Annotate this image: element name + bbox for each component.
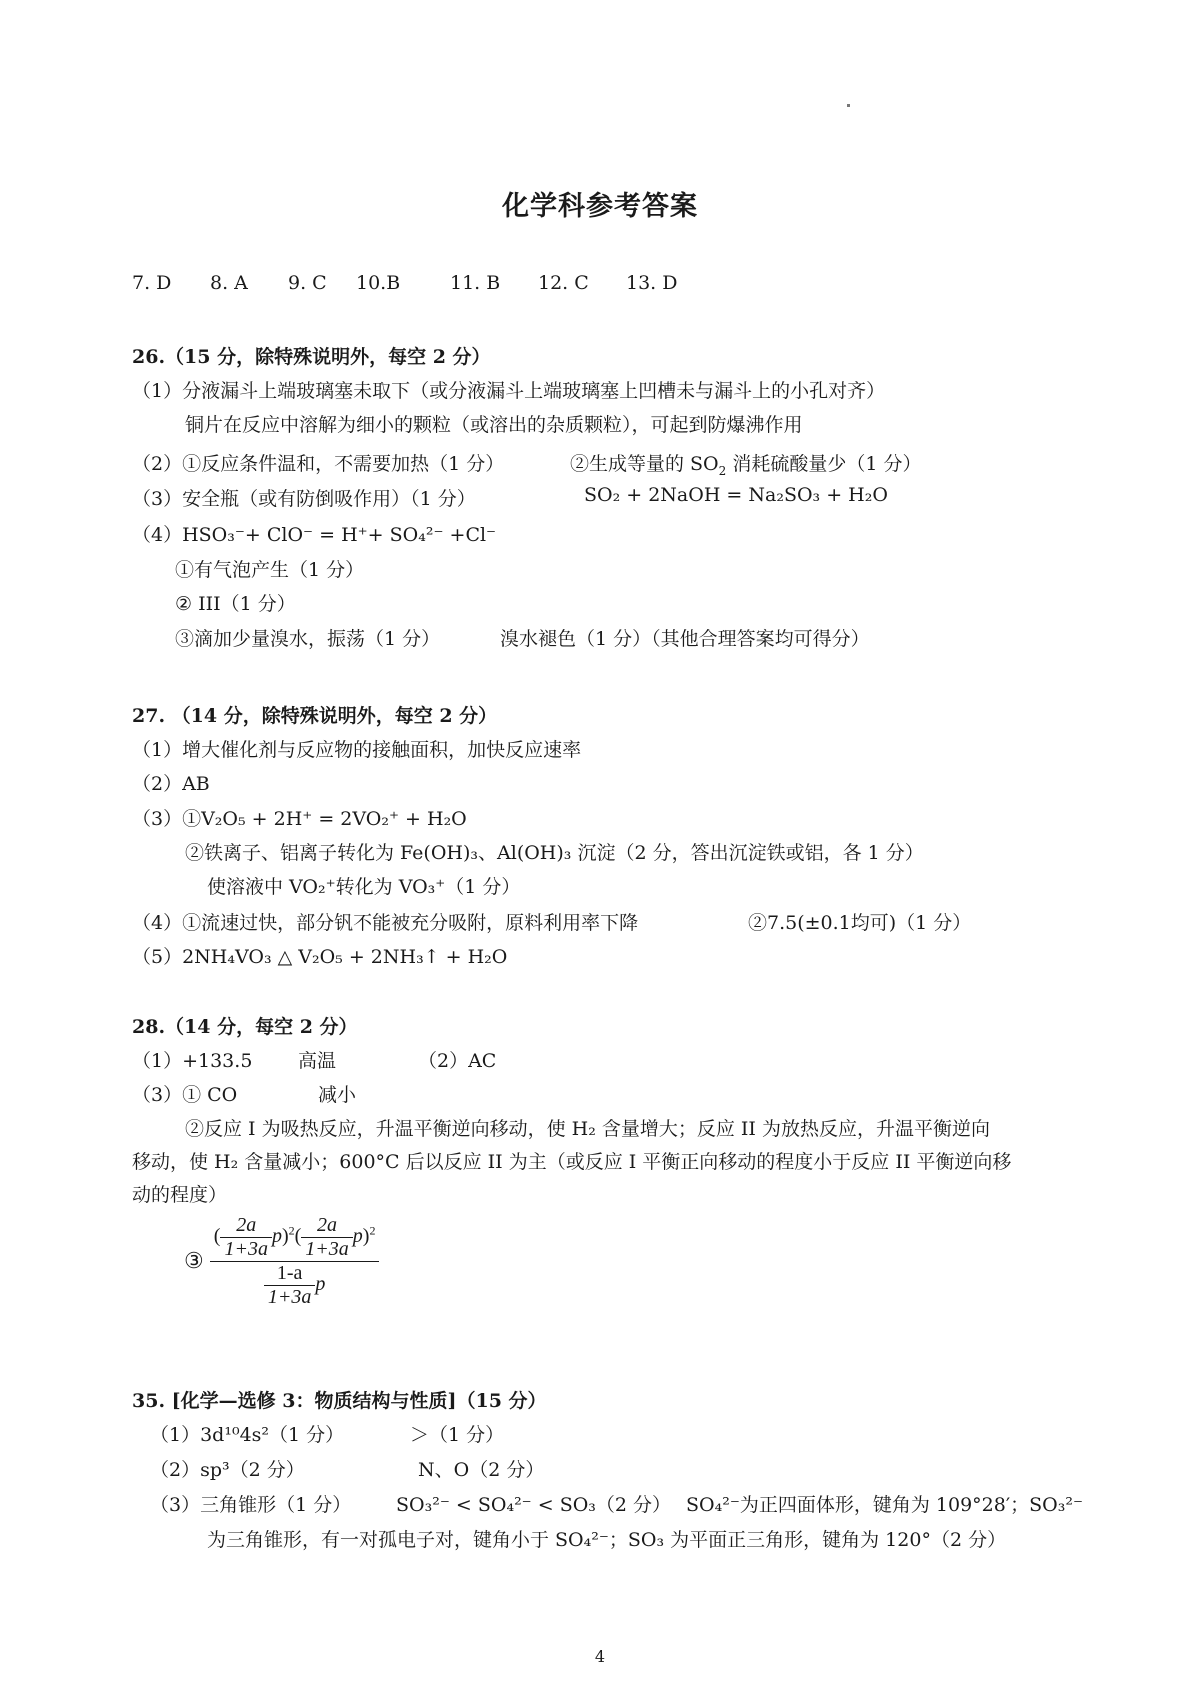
q27-line-4: ②铁离子、铝离子转化为 Fe(OH)₃、Al(OH)₃ 沉淀（2 分，答出沉淀铁或铝，各 1 分）	[185, 842, 924, 864]
kp-numerator: ( $\frac{2a}{1+3a}$ p)$^2$( $\frac{2a}{1+3a}$ p)$^2$	[213, 1214, 376, 1260]
kp-frac-2-num: 2a	[317, 1214, 338, 1236]
q28-line-3: ②反应 I 为吸热反应，升温平衡逆向移动，使 H₂ 含量增大；反应 II 为放热反应，升温平衡逆向	[185, 1118, 990, 1140]
kp-frac-3-den: 1+3a	[267, 1286, 312, 1308]
kp-p-1: p	[271, 1225, 282, 1248]
q27-line-6b: ②7.5(±0.1均可)（1 分）	[748, 912, 972, 934]
q26-line-5: （4）HSO₃⁻+ ClO⁻ = H⁺+ SO₄²⁻ +Cl⁻	[132, 524, 497, 546]
mc-answer-11: 11. B	[450, 272, 501, 294]
q35-line-1a: （1）3d¹⁰4s²（1 分）	[150, 1424, 345, 1446]
q26-heading: 26.（15 分，除特殊说明外，每空 2 分）	[132, 346, 491, 368]
q35-line-2a: （2）sp³（2 分）	[150, 1459, 305, 1481]
q26-line-8b: 溴水褪色（1 分）（其他合理答案均可得分）	[500, 628, 870, 650]
q35-line-1b: ＞（1 分）	[410, 1424, 505, 1446]
q26-line-3b-sub: 2	[718, 463, 727, 478]
q27-line-3: （3）①V₂O₅ + 2H⁺ = 2VO₂⁺ + H₂O	[132, 808, 467, 830]
kp-frac-2	[301, 1214, 353, 1261]
page-number: 4	[594, 1647, 606, 1666]
kp-frac-1	[220, 1214, 272, 1261]
q26-line-1: （1）分液漏斗上端玻璃塞未取下（或分液漏斗上端玻璃塞上凹槽未与漏斗上的小孔对齐）	[132, 380, 886, 402]
q26-line-4b: SO₂ + 2NaOH = Na₂SO₃ + H₂O	[584, 484, 888, 506]
q28-line-4: 移动，使 H₂ 含量减小；600°C 后以反应 II 为主（或反应 I 平衡正向移动的程度小于反应 II 平衡逆向移	[132, 1151, 1012, 1173]
q26-line-2: 铜片在反应中溶解为细小的颗粒（或溶出的杂质颗粒），可起到防爆沸作用	[185, 414, 803, 436]
q27-line-5: 使溶液中 VO₂⁺转化为 VO₃⁺（1 分）	[207, 876, 521, 898]
q26-line-3b-tail: 消耗硫酸量少（1 分）	[726, 453, 922, 475]
q26-line-3b-text: ②生成等量的 SO	[570, 453, 719, 475]
q28-line-1b: 高温	[298, 1050, 337, 1072]
q27-line-2: （2）AB	[132, 773, 210, 795]
q27-heading: 27. （14 分，除特殊说明外，每空 2 分）	[132, 705, 498, 727]
q28-line-2b: 减小	[318, 1084, 357, 1106]
kp-frac-1-num: 2a	[236, 1214, 257, 1236]
q26-line-8a: ③滴加少量溴水，振荡（1 分）	[175, 628, 441, 650]
q28-heading: 28.（14 分，每空 2 分）	[132, 1016, 358, 1038]
kp-sq-2: 2	[369, 1223, 376, 1238]
scan-speck	[847, 104, 850, 107]
q26-line-7: ② III（1 分）	[175, 593, 296, 615]
q35-line-4: 为三角锥形，有一对孤电子对，键角小于 SO₄²⁻；SO₃ 为平面正三角形，键角为 120°（2 分）	[207, 1529, 1007, 1551]
kp-frac-1-den: 1+3a	[224, 1238, 268, 1260]
q35-line-3c: SO₄²⁻为正四面体形，键角为 109°28′；SO₃²⁻	[686, 1494, 1084, 1516]
kp-main-fraction	[210, 1214, 380, 1309]
kp-sq-1: 2	[288, 1223, 295, 1238]
kp-expression	[184, 1214, 379, 1309]
kp-denominator	[260, 1262, 330, 1309]
mc-answer-13: 13. D	[626, 272, 678, 294]
q28-line-1a: （1）+133.5	[132, 1050, 253, 1072]
kp-frac-3-num: 1-a	[276, 1262, 303, 1284]
mc-answer-9: 9. C	[288, 272, 327, 294]
kp-p-2: p	[352, 1225, 363, 1248]
kp-p-3: p	[315, 1273, 326, 1296]
mc-answer-10: 10.B	[356, 272, 401, 294]
q35-line-2b: N、O（2 分）	[418, 1459, 545, 1481]
q27-line-6a: （4）①流速过快，部分钒不能被充分吸附，原料利用率下降	[132, 912, 639, 934]
kp-frac-3	[264, 1262, 316, 1309]
page-title: 化学科参考答案	[502, 191, 698, 222]
q27-line-1: （1）增大催化剂与反应物的接触面积，加快反应速率	[132, 739, 582, 761]
mc-answer-7: 7. D	[132, 272, 172, 294]
q26-line-6: ①有气泡产生（1 分）	[175, 559, 365, 581]
q28-line-5: 动的程度）	[132, 1184, 228, 1206]
q26-line-3a: （2）①反应条件温和，不需要加热（1 分）	[132, 453, 505, 475]
q26-line-3b	[570, 449, 921, 476]
kp-frac-2-den: 1+3a	[305, 1238, 349, 1260]
kp-circle-label: ③	[184, 1249, 204, 1274]
mc-answer-8: 8. A	[210, 272, 248, 294]
mc-answer-12: 12. C	[538, 272, 589, 294]
q28-line-1c: （2）AC	[418, 1050, 497, 1072]
q35-heading: 35. [化学—选修 3：物质结构与性质]（15 分）	[132, 1390, 547, 1412]
q35-line-3b: SO₃²⁻ < SO₄²⁻ < SO₃（2 分）	[396, 1494, 672, 1516]
q28-line-2a: （3）① CO	[132, 1084, 238, 1106]
q35-line-3a: （3）三角锥形（1 分）	[150, 1494, 352, 1516]
q27-line-7: （5）2NH₄VO₃ △ V₂O₅ + 2NH₃↑ + H₂O	[132, 946, 508, 968]
q26-line-4a: （3）安全瓶（或有防倒吸作用）（1 分）	[132, 488, 476, 510]
